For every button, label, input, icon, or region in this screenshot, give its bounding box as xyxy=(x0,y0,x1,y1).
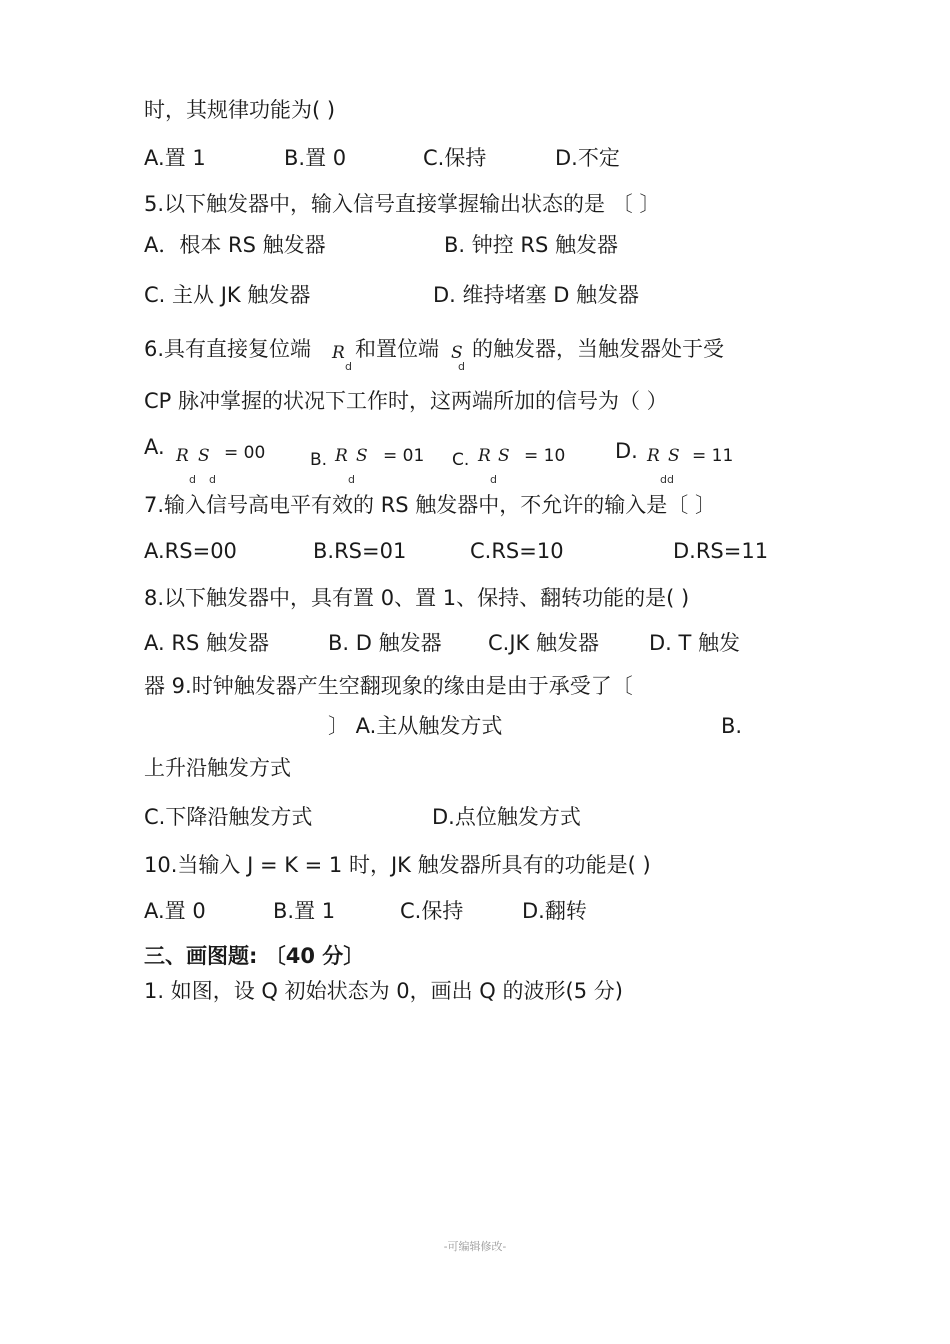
q6-option-c-label: C. xyxy=(452,450,470,470)
q9-option-b-label: B. xyxy=(721,714,743,738)
q8-option-a: A. RS 触发器 xyxy=(144,631,269,655)
q6-stem-part1: 6.具有直接复位端 xyxy=(144,337,312,361)
q6-option-b-value: = 01 xyxy=(383,446,425,466)
symbol-r: R xyxy=(478,446,491,466)
q6-option-a-value: = 00 xyxy=(224,443,266,463)
page-footer: -可编辑修改- xyxy=(443,1240,507,1253)
q6-stem-line2: CP 脉冲掌握的状况下工作时，这两端所加的信号为（ ） xyxy=(144,389,668,413)
q5-option-b: B. 钟控 RS 触发器 xyxy=(444,233,619,257)
q10-option-a: A.置 0 xyxy=(144,899,206,923)
q9-option-b-text: 上升沿触发方式 xyxy=(144,756,291,780)
symbol-r: R xyxy=(647,446,660,466)
subscript-d: d xyxy=(345,360,352,373)
symbol-s: S xyxy=(498,446,510,466)
q6-option-a-label: A. xyxy=(144,435,165,459)
drawing-question-1: 1. 如图，设 Q 初始状态为 0，画出 Q 的波形(5 分) xyxy=(144,979,623,1003)
q10-stem: 10.当输入 J = K = 1 时，JK 触发器所具有的功能是( ) xyxy=(144,853,651,877)
q6-option-d-value: = 11 xyxy=(692,446,734,466)
q7-option-c: C.RS=10 xyxy=(470,539,564,563)
q4-option-d: D.不定 xyxy=(555,146,620,170)
q9-option-d: D.点位触发方式 xyxy=(432,805,581,829)
subscript-d: d xyxy=(209,473,216,486)
symbol-s: S xyxy=(451,343,463,363)
subscript-dd: dd xyxy=(660,473,674,486)
q4-option-c: C.保持 xyxy=(423,146,487,170)
q9-stem-line1: 器 9.时钟触发器产生空翻现象的缘由是由于承受了〔 xyxy=(144,674,633,698)
q9-stem-line2: 〕 A.主从触发方式 xyxy=(328,714,503,738)
q6-option-b-label: B. xyxy=(310,450,328,470)
q5-option-c: C. 主从 JK 触发器 xyxy=(144,283,311,307)
q10-option-b: B.置 1 xyxy=(273,899,336,923)
subscript-d: d xyxy=(490,473,497,486)
q6-option-d-label: D. xyxy=(615,439,638,463)
q9-option-c: C.下降沿触发方式 xyxy=(144,805,313,829)
q10-option-c: C.保持 xyxy=(400,899,464,923)
q8-option-b: B. D 触发器 xyxy=(328,631,442,655)
q8-option-c: C.JK 触发器 xyxy=(488,631,599,655)
symbol-r: R xyxy=(332,343,345,363)
q7-option-a: A.RS=00 xyxy=(144,539,237,563)
q6-option-c-value: = 10 xyxy=(524,446,566,466)
q7-option-d: D.RS=11 xyxy=(673,539,769,563)
q8-option-d: D. T 触发 xyxy=(649,631,741,655)
subscript-d: d xyxy=(348,473,355,486)
section-title-drawing: 三、画图题: 〔40 分〕 xyxy=(144,944,365,968)
q8-stem: 8.以下触发器中，具有置 0、置 1、保持、翻转功能的是( ) xyxy=(144,586,690,610)
subscript-d: d xyxy=(189,473,196,486)
q10-option-d: D.翻转 xyxy=(522,899,587,923)
q5-stem: 5.以下触发器中，输入信号直接掌握输出状态的是 〔 〕 xyxy=(144,192,661,216)
q4-tail: 时，其规律功能为( ) xyxy=(144,98,336,122)
q7-option-b: B.RS=01 xyxy=(313,539,407,563)
symbol-s: S xyxy=(198,446,210,466)
q7-stem: 7.输入信号高电平有效的 RS 触发器中，不允许的输入是〔 〕 xyxy=(144,493,716,517)
symbol-r: R xyxy=(335,446,348,466)
q6-stem-part3: 的触发器，当触发器处于受 xyxy=(472,337,724,361)
q4-option-b: B.置 0 xyxy=(284,146,347,170)
subscript-d: d xyxy=(458,360,465,373)
q5-option-d: D. 维持堵塞 D 触发器 xyxy=(433,283,640,307)
q4-option-a: A.置 1 xyxy=(144,146,206,170)
symbol-r: R xyxy=(176,446,189,466)
symbol-s: S xyxy=(668,446,680,466)
q6-stem-part2: 和置位端 xyxy=(355,337,439,361)
symbol-s: S xyxy=(356,446,368,466)
q5-option-a: A．根本 RS 触发器 xyxy=(144,233,326,257)
